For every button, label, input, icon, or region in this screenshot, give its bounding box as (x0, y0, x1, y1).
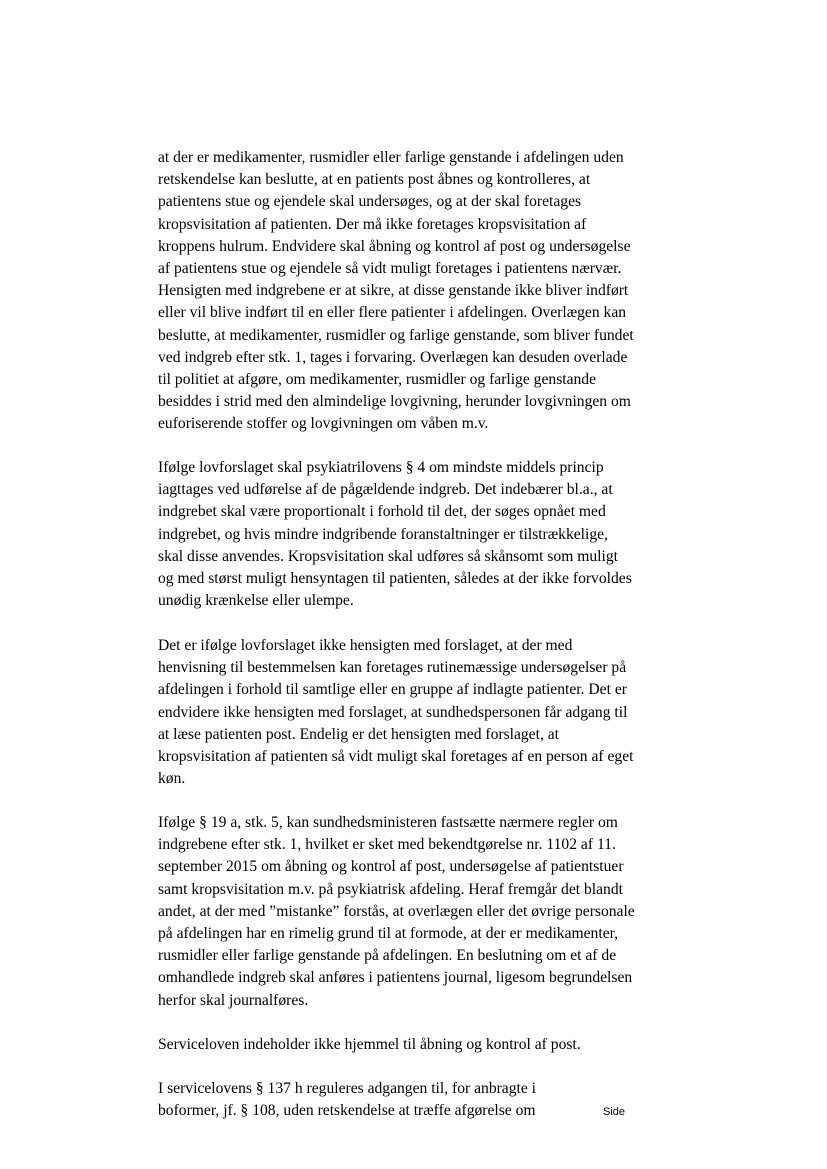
text-line: andet, at der med ”mistanke” forstås, at overlægen eller det øvrige personale (158, 902, 635, 920)
text-line: patientens stue og ejendele skal undersøges, og at der skal foretages (158, 193, 582, 211)
text-line: beslutte, at medikamenter, rusmidler og farlige genstande, som bliver fundet (158, 326, 634, 344)
text-line: skal disse anvendes. Kropsvisitation skal udføres så skånsomt som muligt (158, 547, 618, 565)
text-line: at der er medikamenter, rusmidler eller farlige genstande i afdelingen uden (158, 149, 624, 166)
text-line: kroppens hulrum. Endvidere skal åbning og kontrol af post og undersøgelse (158, 237, 631, 255)
text-line: kropsvisitation af patienten så vidt muligt skal foretages af en person af eget (158, 747, 634, 765)
text-line: Det er ifølge lovforslaget ikke hensigten med forslaget, at der med (158, 637, 573, 654)
paragraph-4 (158, 812, 678, 1012)
text-line: på afdelingen har en rimelig grund til at formode, at der er medikamenter, (158, 924, 619, 942)
text-line: køn. (158, 770, 186, 788)
text-line: Ifølge lovforslaget skal psykiatrilovens § 4 om mindste middels princip (158, 459, 604, 476)
text-line: indgrebet, og hvis mindre indgribende foranstaltninger er tilstrækkelige, (158, 525, 608, 543)
text-line: at læse patienten post. Endelig er det hensigten med forslaget, at (158, 725, 559, 743)
paragraph-1 (158, 147, 678, 435)
text-line: herfor skal journalføres. (158, 991, 309, 1009)
text-line: til politiet at afgøre, om medikamenter, rusmidler og farlige genstande (158, 370, 597, 388)
text-line: kropsvisitation af patienten. Der må ikke foretages kropsvisitation af (158, 215, 587, 233)
text-line: unødig krænkelse eller ulempe. (158, 592, 354, 610)
text-line: af patientens stue og ejendele så vidt muligt foretages i patientens nærvær. (158, 259, 622, 277)
text-line: Ifølge § 19 a, stk. 5, kan sundhedsministeren fastsætte nærmere regler om (158, 814, 618, 831)
text-line: Serviceloven indeholder ikke hjemmel til åbning og kontrol af post. (158, 1036, 581, 1053)
text-line: samt kropsvisitation m.v. på psykiatrisk afdeling. Heraf fremgår det blandt (158, 880, 623, 898)
text-line: henvisning til bestemmelsen kan foretages rutinemæssige undersøgelser på (158, 659, 627, 677)
text-line: boformer, jf. § 108, uden retskendelse at træffe afgørelse om (158, 1102, 536, 1120)
text-line: ved indgreb efter stk. 1, tages i forvaring. Overlægen kan desuden overlade (158, 348, 628, 366)
text-line: rusmidler eller farlige genstande på afdelingen. En beslutning om et af de (158, 947, 617, 965)
text-line: besiddes i strid med den almindelige lovgivning, herunder lovgivningen om (158, 393, 631, 411)
text-line: indgrebet skal være proportionalt i forhold til det, der søges opnået med (158, 503, 606, 521)
page-footer-label: Side (603, 1106, 626, 1118)
text-line: iagttages ved udførelse af de pågældende indgreb. Det indebærer bl.a., at (158, 481, 613, 499)
text-line: eller vil blive indført til en eller flere patienter i afdelingen. Overlægen kan (158, 304, 627, 322)
paragraph-6 (158, 1078, 678, 1122)
paragraph-5 (158, 1034, 678, 1056)
text-line: I servicelovens § 137 h reguleres adgangen til, for anbragte i (158, 1080, 537, 1097)
text-line: endvidere ikke hensigten med forslaget, at sundhedspersonen får adgang til (158, 703, 628, 721)
text-line: Hensigten med indgrebene er at sikre, at disse genstande ikke bliver indført (158, 282, 629, 300)
paragraph-2 (158, 457, 678, 612)
text-line: indgrebene efter stk. 1, hvilket er sket med bekendtgørelse nr. 1102 af 11. (158, 836, 616, 854)
text-line: afdelingen i forhold til samtlige eller en gruppe af indlagte patienter. Det er (158, 681, 627, 699)
text-line: september 2015 om åbning og kontrol af post, undersøgelse af patientstuer (158, 858, 624, 876)
text-line: og med størst muligt hensyntagen til patienten, således at der ikke forvoldes (158, 569, 632, 587)
text-line: euforiserende stoffer og lovgivningen om våben m.v. (158, 415, 489, 433)
paragraph-3 (158, 635, 678, 790)
text-line: omhandlede indgreb skal anføres i patientens journal, ligesom begrundelsen (158, 969, 633, 987)
text-line: retskendelse kan beslutte, at en patients post åbnes og kontrolleres, at (158, 171, 591, 189)
